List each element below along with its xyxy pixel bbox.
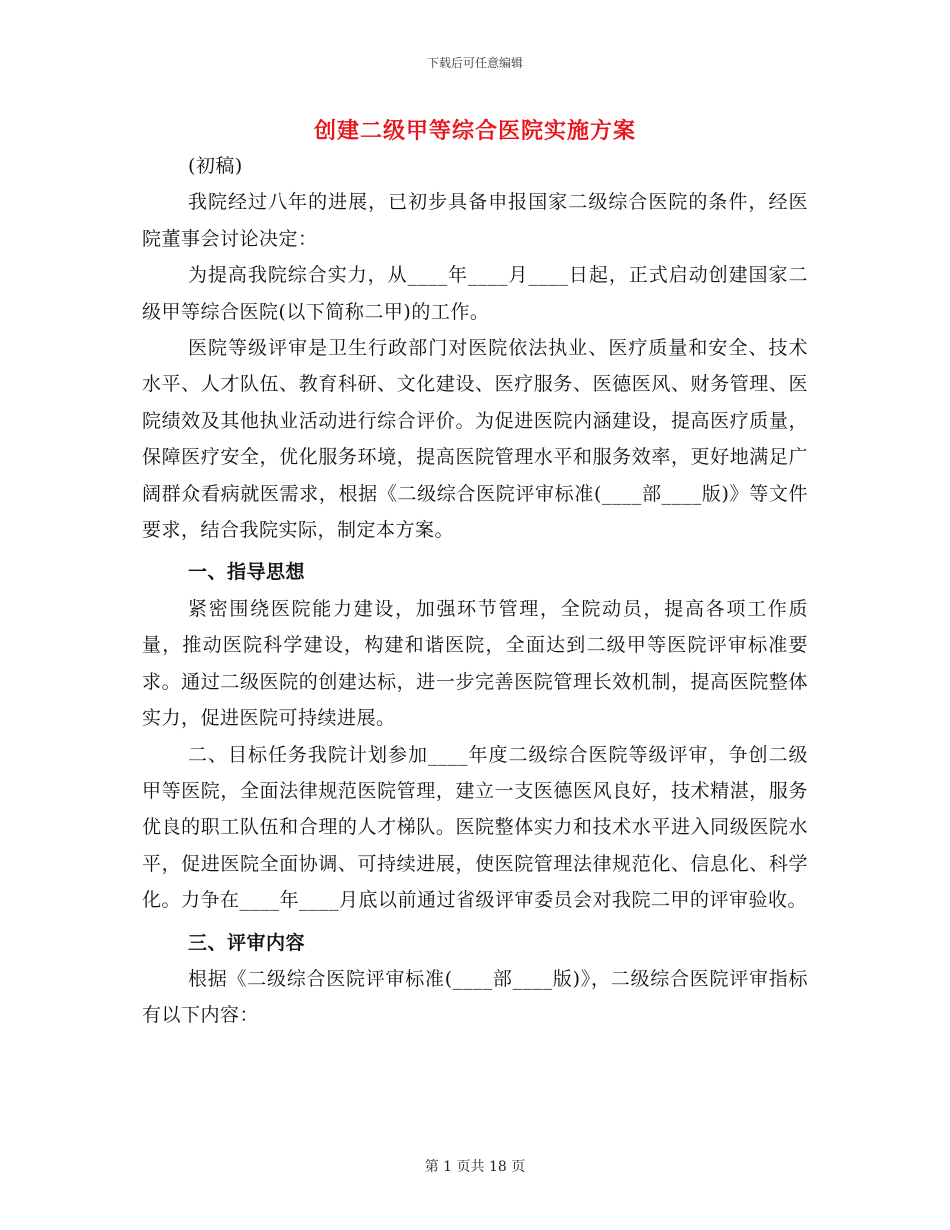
paragraph-start-date: 为提高我院综合实力，从____年____月____日起，正式启动创建国家二级甲等综合医院(以下简称二甲)的工作。 bbox=[142, 264, 808, 323]
document-body bbox=[142, 148, 808, 1034]
page-footer: 第 1 页共 18 页 bbox=[424, 1159, 526, 1175]
paragraph-background: 医院等级评审是卫生行政部门对医院依法执业、医疗质量和安全、技术水平、人才队伍、教育科研、文化建设、医疗服务、医德医风、财务管理、医院绩效及其他执业活动进行综合评价。为促进医院内涵建设，提高医疗质量，保障医疗安全，优化服务环境，提高医院管理水平和服务效率，更好地满足广阔群众看病就医需求，根据《二级综合医院评审标准(____部____版)》等文件要求，结合我院实际，制定本方案。 bbox=[142, 337, 808, 542]
paragraph-intro: 我院经过八年的进展，已初步具备申报国家二级综合医院的条件，经医院董事会讨论决定： bbox=[142, 191, 808, 250]
section-heading-review-content: 三、评审内容 bbox=[188, 931, 306, 954]
section-heading-guiding-ideology: 一、指导思想 bbox=[188, 561, 306, 584]
document-title: 创建二级甲等综合医院实施方案 bbox=[313, 118, 636, 144]
paragraph-review-content: 根据《二级综合医院评审标准(____部____版)》，二级综合医院评审指标有以下内容： bbox=[142, 967, 808, 1027]
paragraph-guiding-ideology: 紧密围绕医院能力建设，加强环节管理，全院动员，提高各项工作质量，推动医院科学建设，构建和谐医院，全面达到二级甲等医院评审标准要求。通过二级医院的创建达标，进一步完善医院管理长效机制，提高医院整体实力，促进医院可持续进展。 bbox=[142, 597, 808, 730]
page-header-note: 下载后可任意编辑 bbox=[426, 56, 523, 70]
paragraph-objectives: 二、目标任务我院计划参加____年度二级综合医院等级评审，争创二级甲等医院，全面法律规范医院管理，建立一支医德医风良好，技术精湛，服务优良的职工队伍和合理的人才梯队。医院整体实力和技术水平进入同级医院水平，促进医院全面协调、可持续进展，使医院管理法律规范化、信息化、科学化。力争在____年____月底以前通过省级评审委员会对我院二甲的评审验收。 bbox=[142, 743, 808, 912]
draft-label: (初稿) bbox=[188, 155, 243, 177]
